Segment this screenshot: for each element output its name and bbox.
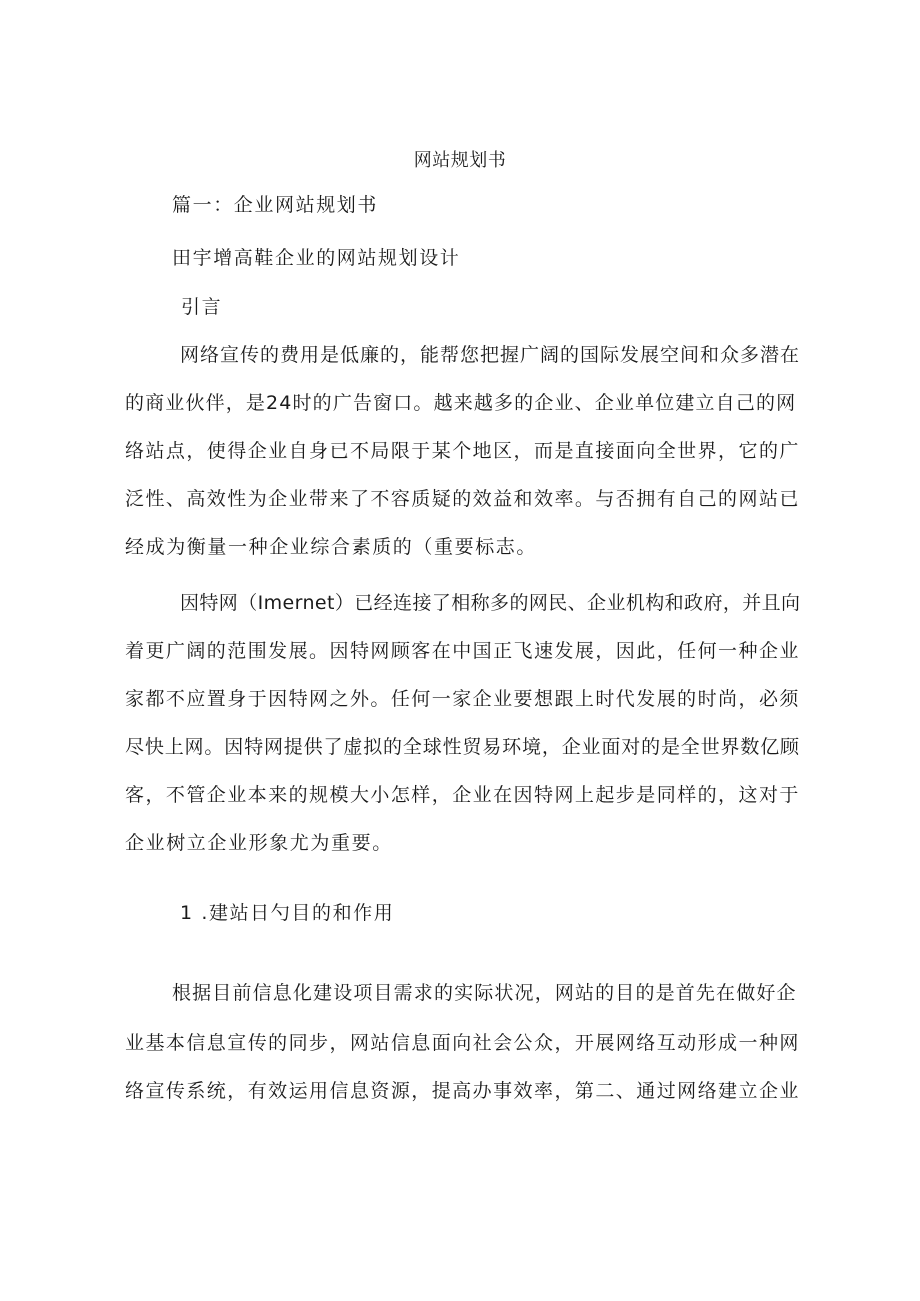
page-title: 网站规划书	[413, 150, 507, 171]
paragraph-line: 业基本信息宣传的同步，网站信息面向社会公众，开展网络互动形成一种网	[125, 1032, 800, 1054]
paragraph-line: 络站点，使得企业自身已不局限于某个地区，而是直接面向全世界，它的广	[125, 440, 800, 462]
chapter-heading: 篇一：企业网站规划书	[172, 194, 379, 216]
paragraph-line: 的商业伙伴，是24时的广告窗口。越来越多的企业、企业单位建立自己的网	[125, 392, 797, 414]
paragraph-line: 企业树立企业形象尤为重要。	[125, 832, 393, 854]
paragraph-line: 经成为衡量一种企业综合素质的（重要标志。	[125, 536, 538, 558]
paragraph-line: 根据目前信息化建设项目需求的实际状况，网站的目的是首先在做好企	[172, 982, 797, 1004]
paragraph-line: 尽快上网。因特网提供了虚拟的全球性贸易环境，企业面对的是全世界数亿顾	[125, 736, 800, 758]
paragraph-line: 络宣传系统，有效运用信息资源，提高办事效率，第二、通过网络建立企业	[125, 1080, 800, 1102]
document-subtitle: 田宇增高鞋企业的网站规划设计	[172, 247, 461, 269]
section-1-heading: 1 .建站日勺目的和作用	[180, 902, 395, 924]
paragraph-line: 着更广阔的范围发展。因特网顾客在中国正飞速发展，因此，任何一种企业	[125, 640, 800, 662]
paragraph-line: 客，不管企业本来的规模大小怎样，企业在因特网上起步是同样的，这对于	[125, 784, 800, 806]
paragraph-line: 因特网（Imernet）已经连接了相称多的网民、企业机构和政府，并且向	[180, 592, 801, 614]
intro-heading: 引言	[181, 296, 223, 318]
paragraph-line: 网络宣传的费用是低廉的，能帮您把握广阔的国际发展空间和众多潜在	[180, 344, 801, 366]
paragraph-line: 家都不应置身于因特网之外。任何一家企业要想跟上时代发展的时尚，必须	[125, 688, 800, 710]
paragraph-line: 泛性、高效性为企业带来了不容质疑的效益和效率。与否拥有自己的网站已	[125, 488, 800, 510]
